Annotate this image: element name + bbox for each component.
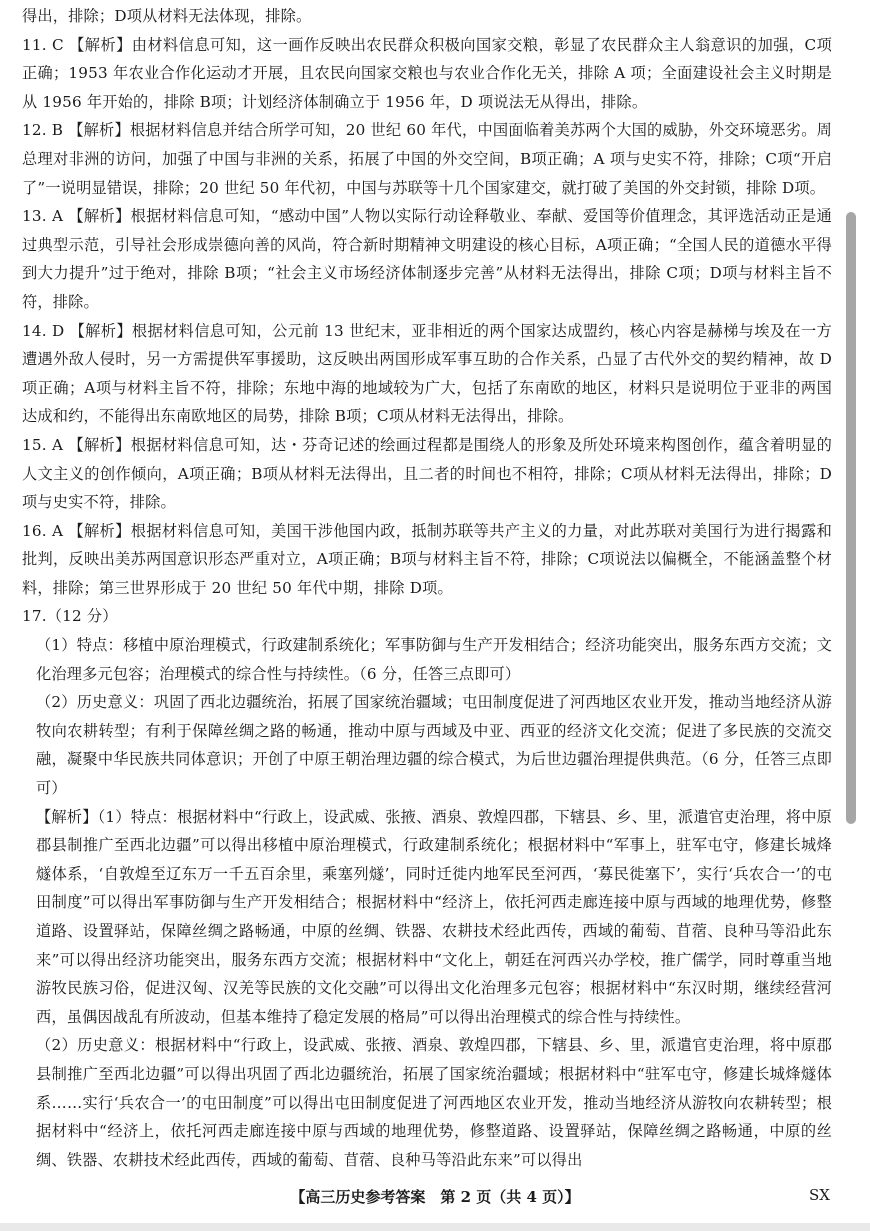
answer-17-part-2: （2）历史意义：巩固了西北边疆统治，拓展了国家统治疆域；屯田制度促进了河西地区农业开发，推动当地经济从游牧向农耕转型；有利于保障丝绸之路的畅通，推动中原与西域及中亚、西亚的经济文化交流；促进了多民族的交流交融，凝聚中华民族共同体意识；开创了中原王朝治理边疆的综合模式，为后世边疆治理提供典范。（6 分，任答三点即可）	[36, 693, 832, 798]
answer-17-part-1: （1）特点：移植中原治理模式，行政建制系统化；军事防御与生产开发相结合；经济功能突出，服务东西方交流；文化治理多元包容；治理模式的综合性与持续性。（6 分，任答三点即可）	[36, 636, 832, 683]
answer-item-11: 11. C 【解析】由材料信息可知，这一画作反映出农民群众积极向国家交粮，彰显了农民群众主人翁意识的加强，C项正确；1953 年农业合作化运动才开展，且农民向国家交粮也与农业合作化无关，排除 A 项；全面建设社会主义时期是从 1956 年开始的，排除 B项；计划经济体制确立于 1956 年，D 项说法无从得出，排除。	[22, 35, 832, 111]
continuation-line: 得出，排除；D项从材料无法体现，排除。	[22, 7, 312, 25]
answer-item-15: 15. A 【解析】根据材料信息可知，达・芬奇记述的绘画过程都是围绕人的形象及所处环境来构图创作，蕴含着明显的人文主义的创作倾向，A项正确；B项从材料无法得出，且二者的时间也不相符，排除；C项从材料无法得出，排除；D项与史实不符，排除。	[22, 435, 832, 512]
bottom-edge	[0, 1223, 870, 1231]
answer-item-12: 12. B 【解析】根据材料信息并结合所学可知，20 世纪 60 年代，中国面临着美苏两个大国的威胁，外交环境恶劣。周总理对非洲的访问，加强了中国与非洲的关系，拓展了中国的外交空间，B项正确；A 项与史实不符，排除；C项“开启了”一说明显错误，排除；20 世纪 50 年代初，中国与苏联等十几个国家建交，就打破了美国的外交封锁，排除 D项。	[22, 121, 832, 197]
answer-content	[22, 2, 832, 1174]
vertical-scrollbar[interactable]	[846, 212, 856, 824]
answer-item-16: 16. A 【解析】根据材料信息可知，美国干涉他国内政，抵制苏联等共产主义的力量，对此苏联对美国行为进行揭露和批判，反映出美苏两国意识形态严重对立，A项正确；B项与材料主旨不符，排除；C项说法以偏概全，不能涵盖整个材料，排除；第三世界形成于 20 世纪 50 年代中期，排除 D项。	[22, 521, 832, 597]
answer-item-17-heading: 17.（12 分）	[22, 607, 118, 626]
footer-code: SX	[809, 1186, 830, 1204]
answer-item-13: 13. A 【解析】根据材料信息可知，“感动中国”人物以实际行动诠释敬业、奉献、爱国等价值理念，其评选活动正是通过典型示范，引导社会形成崇德向善的风尚，符合新时期精神文明建设的核心目标，A项正确；“全国人民的道德水平得到大力提升”过于绝对，排除 B项；“社会主义市场经济体制逐步完善”从材料无法得出，排除 C项；D项与材料主旨不符，排除。	[22, 207, 832, 311]
page-footer	[0, 1186, 870, 1207]
answer-item-14: 14. D 【解析】根据材料信息可知，公元前 13 世纪末，亚非相近的两个国家达成盟约，核心内容是赫梯与埃及在一方遭遇外敌人侵时，另一方需提供军事援助，这反映出两国形成军事互助的合作关系，凸显了古代外交的契约精神，故 D项正确；A项与材料主旨不符，排除；东地中海的地域较为广大，包括了东南欧的地区，材料只是说明位于亚非的两国达成和约，不能得出东南欧地区的局势，排除 B项；C项从材料无法得出，排除。	[22, 321, 832, 426]
analysis-17-part-1: 【解析】（1）特点：根据材料中“行政上，设武威、张掖、酒泉、敦煌四郡，下辖县、乡、里，派遣官吏治理，将中原郡县制推广至西北边疆”可以得出移植中原治理模式，行政建制系统化；根据材料中“军事上，驻军屯守，修建长城烽燧体系，‘自敦煌至辽东万一千五百余里，乘塞列燧’，同时迁徙内地军民至河西，‘募民徙塞下’，实行‘兵农合一’的屯田制度”可以得出军事防御与生产开发相结合；根据材料中“经济上，依托河西走廊连接中原与西域的地理优势，修整道路、设置驿站，保障丝绸之路畅通，中原的丝绸、铁器、农耕技术经此西传，西域的葡萄、苜蓿、良种马等沿此东来”可以得出经济功能突出，服务东西方交流；根据材料中“文化上，朝廷在河西兴办学校，推广儒学，同时尊重当地游牧民族习俗，促进汉匈、汉羌等民族的文化交融”可以得出文化治理多元包容；根据材料中“东汉时期，继续经营河西，虽偶因战乱有所波动，但基本维持了稳定发展的格局”可以得出治理模式的综合性与持续性。	[36, 807, 832, 1026]
footer-label: 【高三历史参考答案 第 2 页（共 4 页）】	[290, 1188, 580, 1206]
analysis-17-part-2: （2）历史意义：根据材料中“行政上，设武威、张掖、酒泉、敦煌四郡，下辖县、乡、里，派遣官吏治理，将中原郡县制推广至西北边疆”可以得出巩固了西北边疆统治，拓展了国家统治疆域；根据材料中“驻军屯守，修建长城烽燧体系……实行‘兵农合一’的屯田制度”可以得出屯田制度促进了河西地区农业开发，推动当地经济从游牧向农耕转型；根据材料中“经济上，依托河西走廊连接中原与西域的地理优势，修整道路、设置驿站，保障丝绸之路畅通，中原的丝绸、铁器、农耕技术经此西传，西域的葡萄、苜蓿、良种马等沿此东来”可以得出	[36, 1036, 832, 1169]
